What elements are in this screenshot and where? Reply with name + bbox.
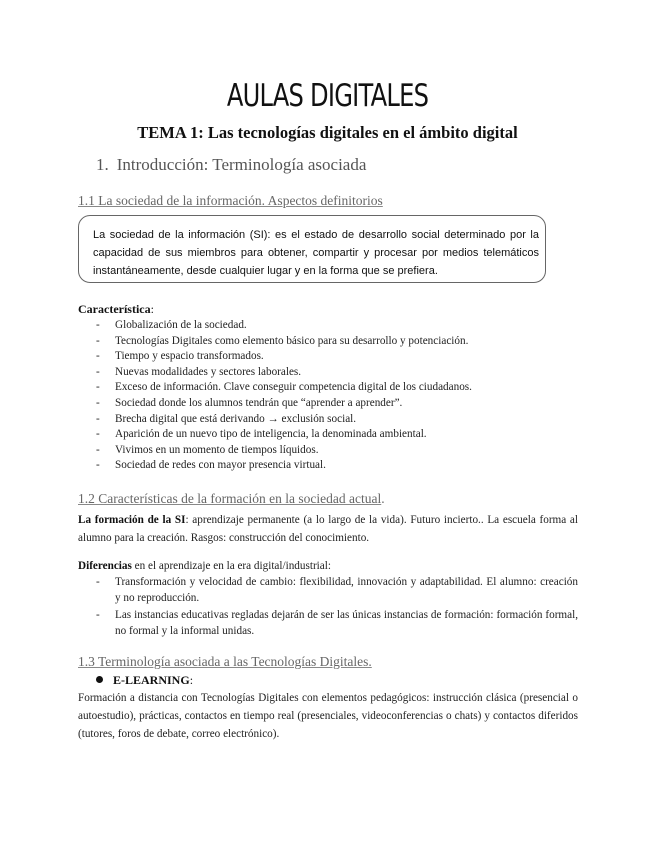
document-title: AULAS DIGITALES [226,78,429,114]
list-item: - Tecnologías Digitales como elemento básico para su desarrollo y potenciación. [96,334,469,347]
list-item: - Tiempo y espacio transformados. [96,350,264,363]
subsection-heading-1-2: 1.2 Características de la formación en la sociedad actual. [78,491,385,506]
section-title: Introducción: Terminología asociada [116,155,367,174]
differences-list [92,574,578,640]
list-item: - Globalización de la sociedad. [96,319,247,331]
bullet-icon [96,676,103,683]
list-item: - Sociedad de redes con mayor presencia virtual. [96,459,326,472]
differences-intro: Diferencias en el aprendizaje en la era digital/industrial: [78,560,331,572]
elearning-paragraph: Formación a distancia con Tecnologías Digitales con elementos pedagógicos: instrucción clásica (presencial o autoestudio), prácticas, contactos en tiempo real (presenciales, videoconferencias o chats) y contactos diferidos (tutores, foros de debate, correo electrónico). [78,692,578,740]
list-item: - Brecha digital que está derivando → exclusión social. [96,412,357,425]
definition-text: La sociedad de la información (SI): es el estado de desarrollo social determinado por la capacidad de sus miembros para obtener, compartir y procesar por medios telemáticos instantáneamente, desde cualquier lugar y en la forma que se prefiera. [93,229,539,277]
section-heading-1 [96,155,366,175]
list-item: - Sociedad donde los alumnos tendrán que “aprender a aprender”. [96,396,403,409]
definition-box [78,215,546,283]
subsection-heading-1-1: 1.1 La sociedad de la información. Aspectos definitorios [78,193,383,208]
section-number: 1. [96,155,109,174]
formation-paragraph: La formación de la SI: aprendizaje permanente (a lo largo de la vida). Futuro incierto.. La escuela forma al alumno para la creación. Rasgos: construcción del conocimiento. [78,514,578,544]
list-item: - Exceso de información. Clave conseguir competencia digital de los ciudadanos. [96,381,472,394]
list-item: - Aparición de un nuevo tipo de inteligencia, la denominada ambiental. [96,428,427,441]
list-item: - Nuevas modalidades y sectores laborales. [96,365,302,378]
topic-subtitle: TEMA 1: Las tecnologías digitales en el ámbito digital [137,123,518,142]
list-item: - Transformación y velocidad de cambio: flexibilidad, innovación y adaptabilidad. El alumno: creación y no reproducción. [96,576,578,604]
list-item: - Las instancias educativas regladas dejarán de ser las únicas instancias de formación: formación formal, no formal y la informal unidas. [96,609,578,637]
elearning-bullet: E-LEARNING: [96,673,193,688]
characteristics-list [92,318,582,474]
list-item: - Vivimos en un momento de tiempos líquidos. [96,443,319,456]
subsection-heading-1-3: 1.3 Terminología asociada a las Tecnologías Digitales. [78,654,372,669]
characteristics-label: Característica: [78,302,154,316]
